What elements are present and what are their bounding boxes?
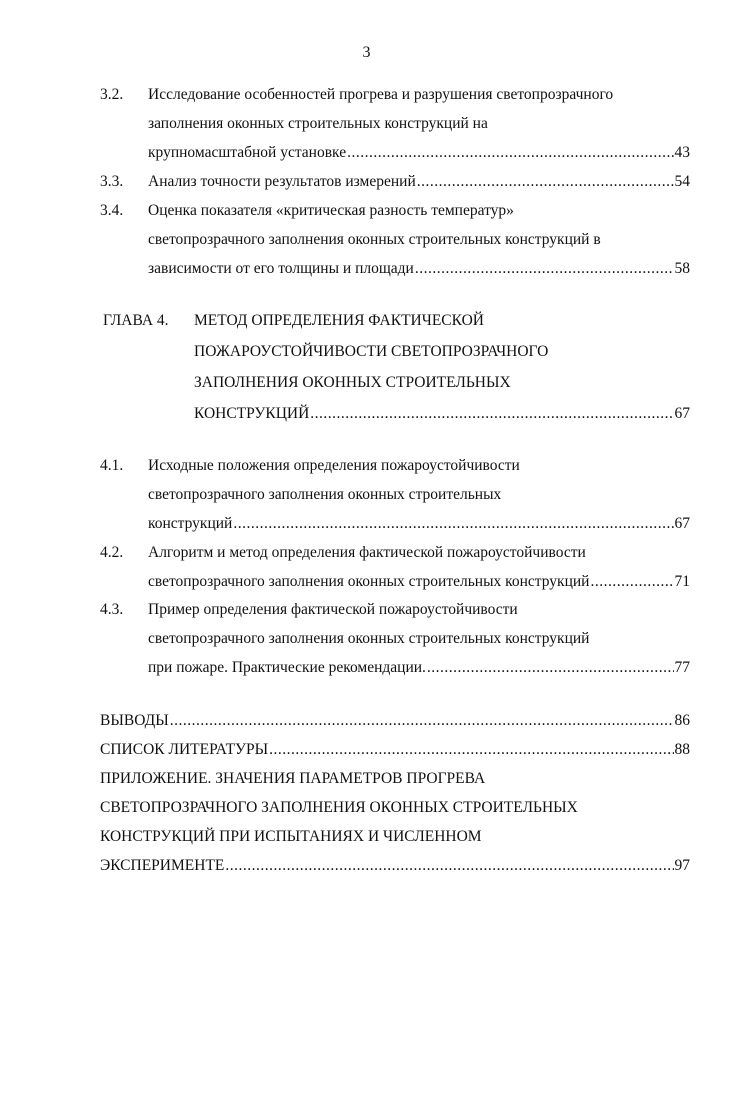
- toc-entry-3-3: [100, 167, 690, 196]
- entry-line: Алгоритм и метод определения фактической пожароустойчивости: [148, 544, 586, 561]
- chapter-line: ЗАПОЛНЕНИЯ ОКОННЫХ СТРОИТЕЛЬНЫХ: [194, 374, 511, 391]
- dot-leader: [347, 138, 673, 167]
- dot-leader: [233, 509, 673, 538]
- chapter-last-line: [194, 398, 690, 429]
- entry-title-end: СПИСОК ЛИТЕРАТУРЫ: [100, 741, 269, 758]
- entry-line: Исходные положения определения пожароустойчивости: [148, 457, 520, 474]
- entry-title-end: конструкций: [148, 515, 233, 532]
- entry-page: 77: [674, 659, 690, 676]
- entry-line: КОНСТРУКЦИЙ ПРИ ИСПЫТАНИЯХ И ЧИСЛЕННОМ: [100, 828, 482, 845]
- entry-page: 71: [674, 573, 690, 590]
- entry-number: 4.3.: [100, 601, 124, 618]
- entry-line: светопрозрачного заполнения оконных строительных: [148, 486, 502, 503]
- dot-leader: [225, 851, 673, 880]
- entry-last-line: [148, 254, 690, 283]
- entry-line: светопрозрачного заполнения оконных строительных конструкций: [148, 630, 590, 647]
- entry-title-end: светопрозрачного заполнения оконных строительных конструкций: [148, 573, 590, 590]
- chapter-4-heading: [103, 305, 690, 429]
- entry-line: светопрозрачного заполнения оконных строительных конструкций в: [148, 231, 601, 248]
- entry-line: Исследование особенностей прогрева и разрушения светопрозрачного: [148, 86, 614, 103]
- entry-title-end: ВЫВОДЫ: [100, 712, 169, 729]
- toc-entry-4-2: [100, 538, 690, 596]
- toc-conclusions: [100, 706, 690, 735]
- toc-entry-3-4: [100, 196, 690, 283]
- chapter-line: ПОЖАРОУСТОЙЧИВОСТИ СВЕТОПРОЗРАЧНОГО: [194, 343, 549, 360]
- entry-number: 3.3.: [100, 173, 124, 190]
- entry-number: 3.4.: [100, 202, 124, 219]
- entry-last-line: [100, 706, 690, 735]
- toc-appendix: [100, 764, 690, 880]
- entry-page: 97: [674, 857, 690, 874]
- entry-title-end: зависимости от его толщины и площади: [148, 260, 414, 277]
- entry-last-line: [148, 509, 690, 538]
- entry-page: 54: [674, 173, 690, 190]
- entry-line: заполнения оконных строительных конструкций на: [148, 115, 488, 132]
- toc-entry-4-1: [100, 451, 690, 538]
- entry-page: 67: [674, 515, 690, 532]
- entry-number: 4.1.: [100, 457, 124, 474]
- entry-page: 88: [674, 741, 690, 758]
- entry-line: ПРИЛОЖЕНИЕ. ЗНАЧЕНИЯ ПАРАМЕТРОВ ПРОГРЕВА: [100, 770, 486, 787]
- entry-last-line: [100, 851, 690, 880]
- chapter-page: 67: [674, 405, 690, 422]
- entry-last-line: [148, 567, 690, 596]
- entry-title-end: при пожаре. Практические рекомендации.: [148, 659, 426, 676]
- entry-line: СВЕТОПРОЗРАЧНОГО ЗАПОЛНЕНИЯ ОКОННЫХ СТРОИТЕЛЬНЫХ: [100, 799, 578, 816]
- page-number: 3: [362, 44, 371, 61]
- toc-entry-3-2: [100, 80, 690, 167]
- dot-leader: [590, 567, 673, 596]
- toc-references: [100, 735, 690, 764]
- dot-leader: [310, 398, 673, 429]
- entry-number: 3.2.: [100, 86, 124, 103]
- chapter-label: ГЛАВА 4.: [103, 312, 169, 329]
- entry-last-line: [148, 653, 690, 682]
- entry-last-line: [100, 735, 690, 764]
- entry-page: 58: [674, 260, 690, 277]
- entry-line: Оценка показателя «критическая разность температур»: [148, 202, 514, 219]
- entry-last-line: [148, 167, 690, 196]
- entry-page: 43: [674, 144, 690, 161]
- dot-leader: [170, 706, 674, 735]
- entry-page: 86: [674, 712, 690, 729]
- chapter-title-end: КОНСТРУКЦИЙ: [194, 405, 310, 422]
- dot-leader: [269, 735, 673, 764]
- entry-last-line: [148, 138, 690, 167]
- dot-leader: [427, 653, 674, 682]
- entry-number: 4.2.: [100, 544, 124, 561]
- toc-entry-4-3: [100, 595, 690, 682]
- chapter-line: МЕТОД ОПРЕДЕЛЕНИЯ ФАКТИЧЕСКОЙ: [194, 312, 484, 329]
- dot-leader: [417, 167, 674, 196]
- entry-title-end: ЭКСПЕРИМЕНТЕ: [100, 857, 225, 874]
- entry-line: Пример определения фактической пожароустойчивости: [148, 601, 518, 618]
- entry-title-end: крупномасштабной установке: [148, 144, 347, 161]
- entry-title-end: Анализ точности результатов измерений: [148, 173, 416, 190]
- dot-leader: [415, 254, 674, 283]
